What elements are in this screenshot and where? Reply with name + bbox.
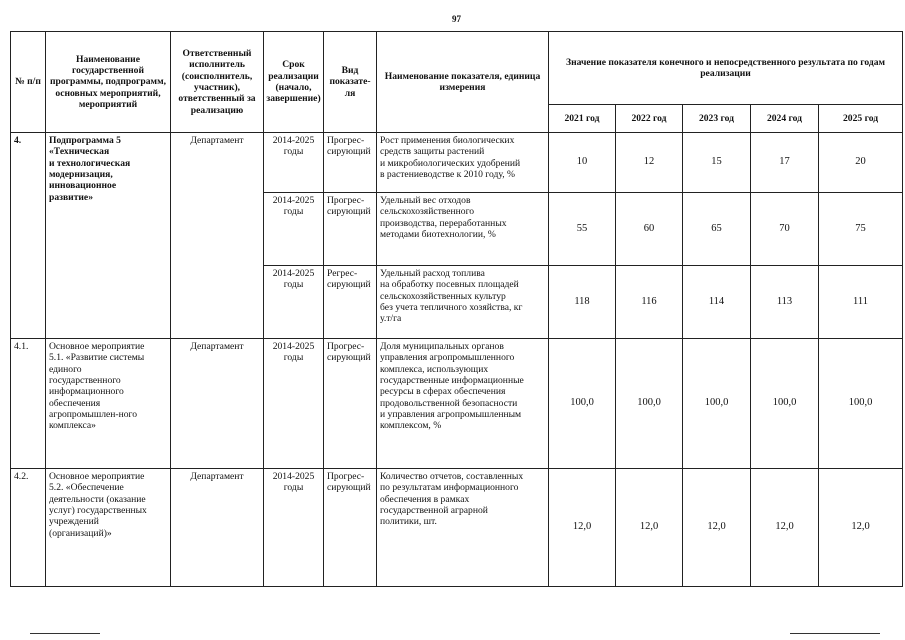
value-cell: 12,0 [751, 469, 819, 587]
row-num: 4.2. [11, 469, 46, 587]
value-cell: 116 [616, 266, 683, 339]
row-name: Основное мероприятие 5.2. «Обеспечение деятельности (оказание услуг) государственных учреждений (организаций)» [46, 469, 171, 587]
indicator-text: Удельный расход топлива на обработку посевных площадей сельскохозяйственных культур без учета тепличного хозяйства, кг у.т/га [377, 266, 549, 339]
indicator-term: 2014-2025 годы [264, 469, 324, 587]
value-cell: 12,0 [819, 469, 903, 587]
indicator-type: Прогрес- сирующий [324, 193, 377, 266]
value-cell: 100,0 [616, 339, 683, 469]
value-cell: 12,0 [616, 469, 683, 587]
table-row [11, 133, 903, 193]
header-term: Срок реализации (начало, завершение) [264, 32, 324, 133]
header-year: 2023 год [683, 105, 751, 133]
indicator-type: Прогрес- сирующий [324, 339, 377, 469]
value-cell: 65 [683, 193, 751, 266]
value-cell: 100,0 [819, 339, 903, 469]
indicators-table [10, 31, 903, 587]
row-num: 4.1. [11, 339, 46, 469]
row-num: 4. [11, 133, 46, 339]
indicator-text: Рост применения биологических средств защиты растений и микробиологических удобрений в растениеводстве к 2010 году, % [377, 133, 549, 193]
value-cell: 12,0 [683, 469, 751, 587]
indicator-text: Удельный вес отходов сельскохозяйственного производства, переработанных методами биотехнологии, % [377, 193, 549, 266]
value-cell: 12 [616, 133, 683, 193]
value-cell: 17 [751, 133, 819, 193]
row-executor: Департамент [171, 339, 264, 469]
header-values-group: Значение показателя конечного и непосредственного результата по годам реализации [549, 32, 903, 105]
header-num: № п/п [11, 32, 46, 133]
indicator-type: Прогрес- сирующий [324, 469, 377, 587]
page-number: 97 [452, 14, 461, 24]
row-name: Подпрограмма 5 «Техническая и технологическая модернизация, инновационное развитие» [46, 133, 171, 339]
value-cell: 100,0 [751, 339, 819, 469]
header-year: 2025 год [819, 105, 903, 133]
indicator-text: Количество отчетов, составленных по результатам информационного обеспечения в рамках государственной аграрной политики, шт. [377, 469, 549, 587]
header-year: 2022 год [616, 105, 683, 133]
indicator-term: 2014-2025 годы [264, 266, 324, 339]
row-executor: Департамент [171, 469, 264, 587]
header-executor: Ответственный исполнитель (соисполнитель, участник), ответственный за реализацию [171, 32, 264, 133]
value-cell: 113 [751, 266, 819, 339]
header-year: 2024 год [751, 105, 819, 133]
row-executor: Департамент [171, 133, 264, 339]
value-cell: 114 [683, 266, 751, 339]
value-cell: 75 [819, 193, 903, 266]
indicator-text: Доля муниципальных органов управления агропромышленного комплекса, использующих государственные информационные ресурсы в сферах обеспечения продовольственной безопасности и управления агропромышленным комплексом, % [377, 339, 549, 469]
header-year: 2021 год [549, 105, 616, 133]
header-name: Наименование государственной программы, подпрограмм, основных мероприятий, мероприятий [46, 32, 171, 133]
footer-rule [790, 633, 880, 634]
value-cell: 55 [549, 193, 616, 266]
header-indicator: Наименование показателя, единица измерения [377, 32, 549, 133]
value-cell: 70 [751, 193, 819, 266]
indicator-type: Прогрес- сирующий [324, 133, 377, 193]
value-cell: 15 [683, 133, 751, 193]
indicator-type: Регрес- сирующий [324, 266, 377, 339]
table-row [11, 469, 903, 587]
value-cell: 100,0 [549, 339, 616, 469]
row-name: Основное мероприятие 5.1. «Развитие системы единого государственного информационного обеспечения агропромышлен-ного комплекса» [46, 339, 171, 469]
indicator-term: 2014-2025 годы [264, 339, 324, 469]
indicator-term: 2014-2025 годы [264, 133, 324, 193]
value-cell: 100,0 [683, 339, 751, 469]
value-cell: 20 [819, 133, 903, 193]
value-cell: 111 [819, 266, 903, 339]
value-cell: 60 [616, 193, 683, 266]
header-type: Вид показате-ля [324, 32, 377, 133]
value-cell: 10 [549, 133, 616, 193]
footer-rule [30, 633, 100, 634]
value-cell: 118 [549, 266, 616, 339]
table-row [11, 339, 903, 469]
value-cell: 12,0 [549, 469, 616, 587]
indicator-term: 2014-2025 годы [264, 193, 324, 266]
